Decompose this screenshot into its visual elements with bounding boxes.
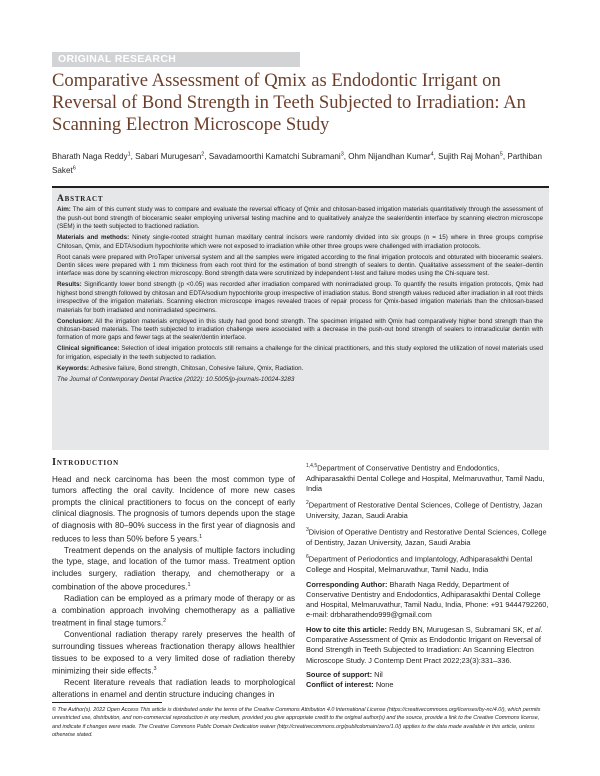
intro-paragraph: Radiation can be employed as a primary mode of therapy or as a combination approach involving chemotherapy as a palliative treatment in final stage tumors.$^2$ [52,593,295,628]
affiliation: $^2$Department of Restorative Dental Sciences, College of Dentistry, Jazan University, Jazan, Saudi Arabia [306,500,543,521]
article-title: Comparative Assessment of Qmix as Endodontic Irrigant on Reversal of Bond Strength in Teeth Subjected to Irradiation: An Scanning Electron Microscope Study [52,70,526,135]
author: Bharath Naga Reddy$^1$, [52,151,136,161]
abstract-methods-continued: Root canals were prepared with ProTaper universal system and all the samples were irrigated according to the final irrigation protocols and obturated with bioceramic sealers. Dentin slices were prepared with 1 mm thickness from each root third for the estimation of bond strength of sealers to dentin. Qualitative assessment of the sealer–dentin interface was done by scanning electron microscopy. Bond strength data were scrutinized by independent t-test and failure modes using the Chi-square test. [57,253,543,278]
article-type-banner: ORIGINAL RESEARCH [52,52,300,67]
corresponding-author: Corresponding Author: Bharath Naga Reddy, Department of Conservative Dentistry and Endodontics, Adhiparasakthi Dental College and Hospital, Melmaruvathur, Tamil Nadu, India, Phone: +91 9444792260, e-mail: drbharathendo999@gmail.com [306,579,549,620]
introduction-heading: Introduction [52,457,119,468]
abstract-heading: Abstract [57,194,104,204]
introduction-column [52,457,295,701]
abstract-box [52,186,549,450]
abstract-results: Results: Significantly lower bond strength (p <0.05) was recorded after irradiation compared with nonirradiated group. To quantify the results irrigation protocols, Qmix had highest bond strength followed by chitosan and EDTA/sodium hypochlorite group irrespective of irradiation status. Bond strength values reduced after irradiation in all root thirds irrespective of the irrigation materials. Scanning electron microscope images revealed traces of repair process for Qmix-based irrigation materials than the chitosan-based materials for both irradiated and nonirradiated specimens. [57,281,543,314]
how-to-cite: How to cite this article: Reddy BN, Murugesan S, Subramani SK, et al. Comparative Assessment of Qmix as Endodontic Irrigant on Reversal of Bond Strength in Teeth Subjected to Irradiation: An Scanning Electron Microscope Study. J Contemp Dent Pract 2022;23(3):331–336. [306,624,543,665]
author: Parthiban Saket$^6$ [52,151,542,176]
intro-paragraph: Conventional radiation therapy rarely preserves the health of surrounding tissues whereas fractionation therapy allows healthier tissues to be exposed to a very limited dose of radiation thereby minimizing their side effects.$^3$ [52,630,295,676]
author: Ohm Nijandhan Kumar$^4$, [348,151,439,161]
abstract-clinical-significance: Clinical significance: Selection of ideal irrigation protocols still remains a challenge for the clinical practitioners, and this study explored the utilization of novel materials used for irrigation, especially in the teeth subjected to radiation. [57,345,543,361]
author: Sabari Murugesan$^2$, [135,151,209,161]
author: Sujith Raj Mohan$^5$, [438,151,508,161]
intro-paragraph: Treatment depends on the analysis of multiple factors including the type, stage, and location of the tumor mass. Treatment option includes surgery, radiation therapy, and chemotherapy or a combination of the above procedures.$^1$ [52,545,295,592]
journal-citation: The Journal of Contemporary Dental Practice (2022): 10.5005/jp-journals-10024-3283 [57,376,295,384]
intro-paragraph: Recent literature reveals that radiation leads to morphological alterations in enamel and dentin structure inducing changes in [52,678,295,700]
abstract-aim: Aim: The aim of this current study was to compare and evaluate the reversal efficacy of Qmix and chitosan-based irrigation materials quantitatively through the assessment of the push-out bond strength of bioceramic sealer employing universal testing machine and to qualitatively analyze the sealer/dentin interface by scanning electron microscope (SEM) in the teeth subjected to fractioned radiation. [57,206,543,231]
article-info-column [306,461,549,695]
author: Savadamoorthi Kamatchi Subramani$^3$, [208,151,349,161]
affiliation: $^{1,4,5}$Department of Conservative Dentistry and Endodontics, Adhiparasakthi Dental College and Hospital, Melmaruvathur, Tamil Nadu, India [306,463,545,494]
license-footnote: © The Author(s). 2022 Open Access This article is distributed under the terms of the Creative Commons Attribution 4.0 International License (https://creativecommons.org/licenses/by-nc/4.0/), which permits unrestricted use, distribution, and non-commercial reproduction in any medium, provided you give appropriate credit to the original author(s) and the source, provide a link to the Creative Commons license, and indicate if changes were made. The Creative Commons Public Domain Dedication waiver (http://creativecommons.org/publicdomain/zero/1.0/) applies to the data made available in this article, unless otherwise stated. [52,707,541,738]
affiliation: $^6$Department of Periodontics and Implantology, Adhiparasakthi Dental College and Hospital, Melmaruvathur, Tamil Nadu, India [306,554,533,575]
footnote-divider [52,702,162,703]
conflict-of-interest: Conflict of interest: None [306,680,394,690]
abstract-methods: Materials and methods: Ninety single-rooted straight human maxillary central incisors were randomly divided into six groups (n = 15) where in three groups comprise Chitosan, Qmix, and EDTA/sodium hypochlorite which were not exposed to irradiation while other three groups were challenged with irradiation protocols. [57,234,543,250]
source-of-support: Source of support: Nil [306,669,383,679]
abstract-keywords: Keywords: Adhesive failure, Bond strength, Chitosan, Cohesive failure, Qmix, Radiation. [57,364,304,372]
affiliation: $^3$Division of Operative Dentistry and Restorative Dental Sciences, College of Dentistry, Jazan University, Jazan, Saudi Arabia [306,527,547,548]
author-list [52,148,552,177]
intro-paragraph: Head and neck carcinoma has been the most common type of tumors affecting the oral cavity. Incidence of more new cases prompts the clinical practitioners to focus on the concept of early clinical diagnosis. The prognosis of tumors depends upon the stage of diagnosis with 80–90% success in the first year of diagnosis and reduces to less than 50% before 5 years.$^1$ [52,474,295,544]
abstract-conclusion: Conclusion: All the irrigation materials employed in this study had good bond strength. The specimen irrigated with Qmix had comparatively higher bond strength than the chitosan-based materials. The teeth subjected to irradiation challenge were associated with a decrease in the push-out bond strength of sealers to intraradicular dentin with formation of more gaps and fewer tags at the sealer/dentin interface. [57,317,543,342]
